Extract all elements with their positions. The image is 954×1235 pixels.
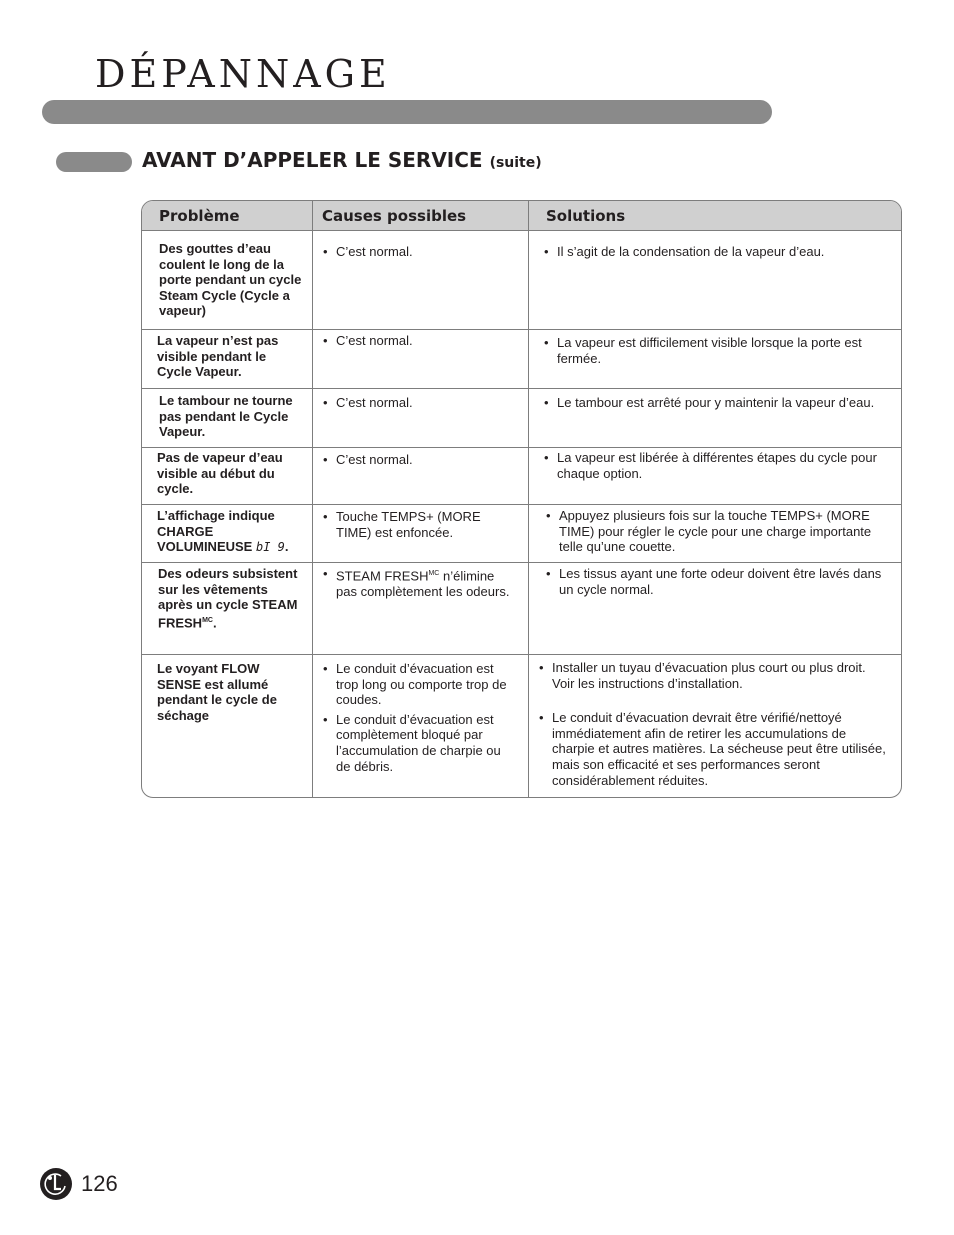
causes-cell bbox=[313, 563, 529, 654]
cause-text-end: n’élimine pas complètement les odeurs. bbox=[336, 568, 510, 599]
solution-item: • La vapeur est libérée à différentes étapes du cycle pour chaque option. bbox=[543, 450, 887, 481]
section-title-text: AVANT D’APPELER LE SERVICE bbox=[142, 148, 483, 172]
trademark-mark: MC bbox=[202, 616, 213, 624]
cause-item: • Touche TEMPS+ (MORE TIME) est enfoncée. bbox=[322, 509, 518, 540]
cause-item: • C’est normal. bbox=[322, 333, 518, 349]
cause-item: • Le conduit d’évacuation est complètement bloqué par l’accumulation de charpie ou de débris. bbox=[322, 712, 518, 774]
solutions-cell bbox=[529, 231, 901, 329]
solution-item: • Le conduit d’évacuation devrait être vérifié/nettoyé immédiatement afin de retirer les accumulations de charpie et autres matières. La sécheuse peut être utilisée, mais son efficacité et ses performances seront considérablement réduites. bbox=[538, 710, 887, 788]
problem-cell: Des gouttes d’eau coulent le long de la porte pendant un cycle Steam Cycle (Cycle a vapeur) bbox=[142, 231, 313, 329]
solution-item: • Appuyez plusieurs fois sur la touche TEMPS+ (MORE TIME) pour régler le cycle pour une charge importante telle qu’une couette. bbox=[545, 508, 887, 555]
page-number: 126 bbox=[81, 1171, 118, 1196]
lg-logo-icon bbox=[39, 1167, 73, 1201]
page-title: DÉPANNAGE bbox=[95, 52, 391, 96]
table-row bbox=[142, 388, 901, 447]
cause-text: STEAM FRESH bbox=[336, 568, 429, 584]
table-header-row bbox=[142, 201, 901, 230]
problem-cell: Le tambour ne tourne pas pendant le Cycle Vapeur. bbox=[142, 389, 313, 447]
cause-item: • C’est normal. bbox=[322, 452, 518, 468]
table-row bbox=[142, 562, 901, 654]
header-solutions: Solutions bbox=[546, 206, 626, 225]
problem-cell: Le voyant FLOW SENSE est allumé pendant le cycle de séchage bbox=[142, 655, 313, 797]
cause-item: • C’est normal. bbox=[322, 244, 518, 260]
problem-text: L’affichage indique CHARGE VOLUMINEUSE bbox=[157, 508, 275, 555]
problem-cell bbox=[142, 563, 313, 654]
problem-text-end: . bbox=[284, 539, 289, 555]
solutions-cell bbox=[529, 330, 901, 388]
solutions-cell bbox=[529, 389, 901, 447]
table-row bbox=[142, 447, 901, 504]
logo-text: LG bbox=[39, 1167, 41, 1168]
problem-cell bbox=[142, 505, 313, 562]
table-row bbox=[142, 504, 901, 562]
solution-item: • Les tissus ayant une forte odeur doivent être lavés dans un cycle normal. bbox=[545, 566, 887, 597]
problem-text-end: . bbox=[212, 615, 217, 631]
solutions-cell bbox=[529, 563, 901, 654]
solutions-cell bbox=[529, 655, 901, 797]
header-causes: Causes possibles bbox=[313, 201, 529, 230]
problem-cell: La vapeur n’est pas visible pendant le Cycle Vapeur. bbox=[142, 330, 313, 388]
section-title bbox=[142, 148, 542, 172]
causes-cell bbox=[313, 330, 529, 388]
cause-item: • C’est normal. bbox=[322, 395, 518, 411]
solutions-cell bbox=[529, 448, 901, 504]
section-suffix: (suite) bbox=[489, 155, 542, 171]
trademark-mark: MC bbox=[428, 570, 440, 577]
causes-cell bbox=[313, 505, 529, 562]
problem-cell: Pas de vapeur d’eau visible au début du cycle. bbox=[142, 448, 313, 504]
solution-item: • Il s’agit de la condensation de la vapeur d’eau. bbox=[543, 244, 887, 260]
display-code: bI 9 bbox=[255, 540, 285, 555]
causes-cell bbox=[313, 448, 529, 504]
table-row bbox=[142, 329, 901, 388]
header-problem: Problème bbox=[142, 201, 313, 230]
solution-item: • Installer un tuyau d’évacuation plus court ou plus droit. Voir les instructions d’installation. bbox=[538, 660, 887, 691]
causes-cell bbox=[313, 389, 529, 447]
cause-item bbox=[322, 566, 518, 600]
troubleshooting-table bbox=[141, 200, 902, 798]
table-row bbox=[142, 230, 901, 329]
problem-text: Des odeurs subsistent sur les vêtements après un cycle STEAM FRESH bbox=[158, 566, 298, 631]
title-bar bbox=[42, 100, 772, 124]
causes-cell bbox=[313, 655, 529, 797]
cause-item: • Le conduit d’évacuation est trop long ou comporte trop de coudes. bbox=[322, 661, 518, 708]
table-row bbox=[142, 654, 901, 797]
section-pill bbox=[56, 152, 132, 172]
causes-cell bbox=[313, 231, 529, 329]
solution-item: • Le tambour est arrêté pour y maintenir la vapeur d’eau. bbox=[543, 395, 887, 411]
solutions-cell bbox=[529, 505, 901, 562]
solution-item: • La vapeur est difficilement visible lorsque la porte est fermée. bbox=[543, 335, 887, 366]
